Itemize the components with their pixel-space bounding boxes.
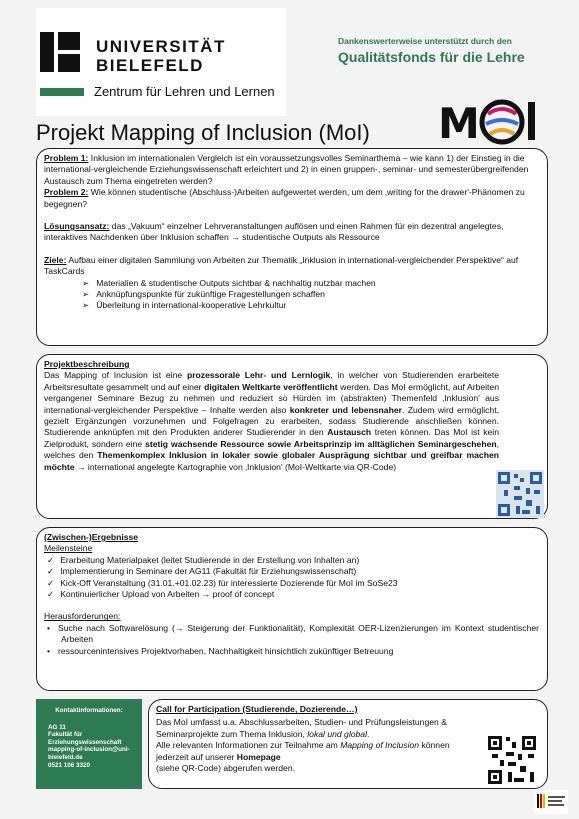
text-run: prozessorale Lehr- und Lernlogik: [186, 370, 331, 381]
text-run: werden. Das MoI ermöglicht, auf Arbeiten vergangener Seminare Bezug zu nehmen und reduziert so Hürden im (abstrakten) Themenfeld ‚Inklusion' aus international-vergleichender Perspektive – Inhalte werden also: [44, 381, 499, 415]
contact-phone: 0521 106 3320: [48, 761, 91, 769]
text-run: Mapping of Inclusion: [340, 740, 420, 751]
text-run: (siehe QR-Code) abgerufen werden.: [156, 763, 296, 774]
moi-logo-icon: [436, 94, 544, 148]
contact-email[interactable]: mapping-of-inclusion@uni-: [48, 746, 130, 754]
list-item: • Suche nach Softwarelösung (→ Steigerung der Funktionalität), Komplexität OER-Lizenzierungen im Kontext studentischer Arbeiten: [47, 623, 539, 646]
contact-panel: [36, 699, 142, 789]
text-run: Themenkomplex Inklusion in lokaler sowie globaler Ausprägung sichtbar und greifbar machen möchte: [44, 450, 499, 472]
list-item: • ressourcenintensives Projektvorhaben, Nachhaltigkeit hinsichtlich zukünftiger Betreuung: [47, 646, 539, 657]
university-subtitle: Zentrum für Lehren und Lernen: [94, 84, 275, 99]
text-run: Austausch: [327, 427, 372, 438]
list-item: ➢ Materialien & studentische Outputs sichtbar & nachhaltig nutzbar machen: [82, 278, 539, 289]
university-name-line2: BIELEFELD: [96, 56, 204, 75]
problem1-text: Inklusion im internationalen Vergleich ist ein voraussetzungsvolles Seminarthema – wie kann 1) der Einstieg in die international-vergleichende Erziehungswissenschaft erleichtert und 2) in einen gruppen-, seminar- und semesterübergreifenden Austausch zum Thema eingetreten werden?: [44, 153, 529, 186]
problem2-text: Wie können studentische (Abschluss-)Arbeiten aufgewertet werden, um dem ‚writing for the drawer'-Phänomen zu begegnen?: [44, 187, 525, 209]
challenges-heading: Herausforderungen:: [44, 611, 121, 622]
list-item: ➢ Anknüpfungspunkte für zukünftige Fragestellungen schaffen: [82, 289, 539, 300]
list-item: ➢ Überleitung in international-kooperative Lehrkultur: [82, 300, 539, 311]
contact-line: Fakultät für: [48, 731, 83, 739]
problem2-label: Problem 2:: [44, 187, 89, 198]
text-run: konkreter und lebensnaher: [289, 404, 402, 415]
brand-bar: [40, 88, 84, 96]
section-heading: Projektbeschreibung: [44, 359, 130, 369]
solution-label: Lösungsansatz:: [44, 221, 110, 232]
list-item: ✓ Kontinuierlicher Upload von Arbeiten → proof of concept: [47, 589, 539, 600]
ministry-logo-icon: [534, 790, 568, 814]
text-run: , welches den: [44, 438, 500, 461]
text-run: treten können. Das MoI ist kein Zielprodukt, sondern eine: [44, 427, 499, 449]
results-section: [36, 527, 548, 691]
funding-name: Qualitätsfonds für die Lehre: [338, 49, 525, 65]
problem-section: [36, 148, 548, 346]
homepage-link[interactable]: Homepage: [236, 751, 281, 762]
goals-label: Ziele:: [44, 254, 67, 265]
contact-line: Erziehungswissenschaft: [48, 738, 122, 746]
text-run: .: [367, 728, 370, 739]
contact-heading: Kontaktinformationen:: [55, 707, 123, 714]
section-heading: (Zwischen-)Ergebnisse: [44, 532, 139, 542]
page-title: Projekt Mapping of Inclusion (MoI): [36, 120, 370, 145]
funding-note: Dankenswerterweise unterstützt durch den: [338, 36, 512, 46]
homepage-qr-code[interactable]: [486, 734, 538, 786]
solution-text: das „Vakuum“ einzelner Lehrveranstaltungen auflösen und einen Rahmen für ein dezentral angelegtes, interaktives Nachdenken über Inklusion schaffen → studentische Outputs als Ressource: [44, 221, 504, 243]
text-run: können jederzeit auf unserer: [156, 740, 450, 762]
text-run: Das Mapping of Inclusion ist eine: [44, 370, 187, 381]
text-run: Alle relevanten Informationen zur Teilnahme am: [156, 740, 341, 751]
text-run: stetig wachsende Ressource sowie Arbeitsprinzip im alltäglichen Seminargeschehen: [145, 438, 497, 449]
university-logo-icon: [40, 32, 80, 72]
text-run: digitalen Weltkarte veröffentlicht: [204, 381, 338, 392]
university-name-line1: UNIVERSITÄT: [96, 37, 226, 56]
contact-email[interactable]: bielefeld.de: [48, 753, 83, 761]
text-run: . Zudem wird ermöglicht, gezielt Ergänzungen vorzunehmen und Folgefragen zu erarbeiten, sodass Studierende anschließen können. Studierende anknüpfen mit den Produkten anderer Studierender in den: [44, 404, 499, 438]
goals-list: [44, 278, 539, 312]
svg-text:M: M: [438, 99, 480, 148]
text-run: , in welcher von Studierenden erarbeitete Arbeitsresultate gesammelt und auf einer: [44, 370, 499, 392]
contact-line: AG 11: [48, 723, 66, 731]
problem1-label: Problem 1:: [44, 153, 89, 163]
project-description-section: [36, 354, 548, 519]
text-run: → international angelegte Kartographie von ‚Inklusion' (MoI-Weltkarte via QR-Code): [74, 461, 397, 472]
list-item: ✓ Kick-Off Veranstaltung (31.01.+01.02.23) für interessierte Dozierende für MoI im SoSe23: [47, 578, 539, 589]
text-run: Das MoI umfasst u.a. Abschlussarbeiten, Studien- und Prüfungsleistungen & Seminarprojekte zum Thema Inklusion,: [156, 717, 447, 739]
challenges-list: [44, 623, 539, 657]
milestones-list: [44, 555, 539, 601]
goals-text: Aufbau einer digitalen Sammlung von Arbeiten zur Thematik „Inklusion in international-vergleichender Perspektive“ auf TaskCards: [44, 254, 519, 277]
list-item: ✓ Implementierung in Seminare der AG11 (Fakultät für Erziehungswissenschaft): [47, 566, 539, 577]
world-map-qr-code[interactable]: [496, 470, 544, 518]
text-run: lokal und global: [307, 728, 367, 739]
milestones-heading: Meilensteine: [44, 543, 93, 554]
section-heading: Call for Participation (Studierende, Dozierende…): [156, 704, 358, 714]
list-item: ✓ Erarbeitung Materialpaket (leitet Studierende in der Erstellung von Inhalten an): [47, 555, 539, 566]
